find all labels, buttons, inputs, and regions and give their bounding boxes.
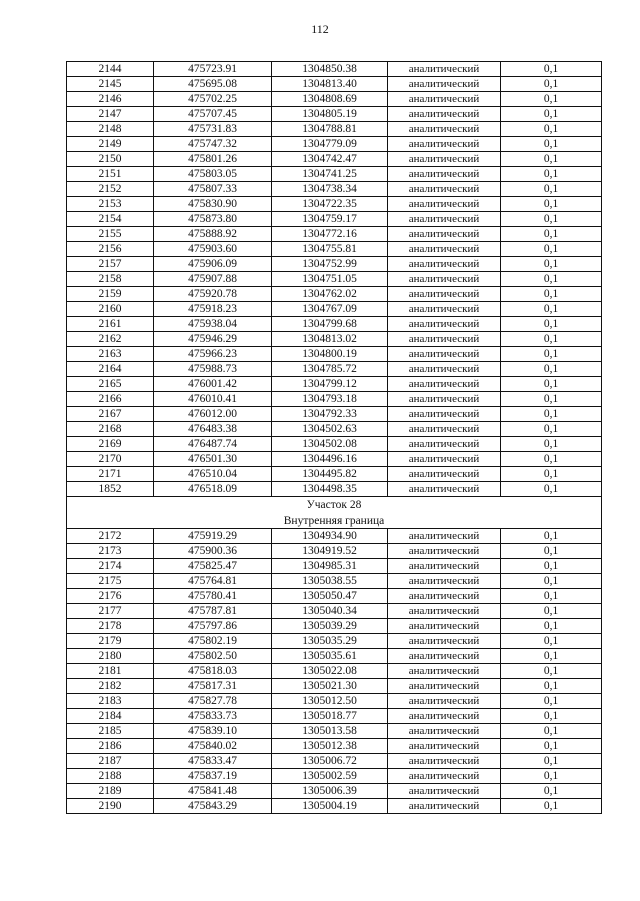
point-number-cell: 2169: [67, 437, 154, 452]
point-number-cell: 2184: [67, 709, 154, 724]
table-row: [67, 362, 602, 377]
accuracy-cell: 0,1: [501, 529, 602, 544]
x-coordinate-cell: 476518.09: [154, 482, 272, 497]
x-coordinate-cell: 476010.41: [154, 392, 272, 407]
table-row: [67, 407, 602, 422]
accuracy-cell: 0,1: [501, 77, 602, 92]
method-cell: аналитический: [388, 422, 501, 437]
method-cell: аналитический: [388, 482, 501, 497]
x-coordinate-cell: 476487.74: [154, 437, 272, 452]
x-coordinate-cell: 475695.08: [154, 77, 272, 92]
accuracy-cell: 0,1: [501, 634, 602, 649]
x-coordinate-cell: 476012.00: [154, 407, 272, 422]
table-row: [67, 769, 602, 784]
y-coordinate-cell: 1304934.90: [272, 529, 388, 544]
y-coordinate-cell: 1304762.02: [272, 287, 388, 302]
y-coordinate-cell: 1304788.81: [272, 122, 388, 137]
point-number-cell: 2161: [67, 317, 154, 332]
accuracy-cell: 0,1: [501, 724, 602, 739]
table-row: [67, 107, 602, 122]
x-coordinate-cell: 475797.86: [154, 619, 272, 634]
y-coordinate-cell: 1305013.58: [272, 724, 388, 739]
accuracy-cell: 0,1: [501, 544, 602, 559]
method-cell: аналитический: [388, 574, 501, 589]
table-row: [67, 287, 602, 302]
table-row: [67, 392, 602, 407]
point-number-cell: 2147: [67, 107, 154, 122]
y-coordinate-cell: 1304722.35: [272, 197, 388, 212]
point-number-cell: 2180: [67, 649, 154, 664]
accuracy-cell: 0,1: [501, 649, 602, 664]
accuracy-cell: 0,1: [501, 784, 602, 799]
accuracy-cell: 0,1: [501, 482, 602, 497]
x-coordinate-cell: 475888.92: [154, 227, 272, 242]
table-row: [67, 437, 602, 452]
x-coordinate-cell: 475843.29: [154, 799, 272, 814]
method-cell: аналитический: [388, 679, 501, 694]
accuracy-cell: 0,1: [501, 709, 602, 724]
y-coordinate-cell: 1304742.47: [272, 152, 388, 167]
table-row: [67, 62, 602, 77]
point-number-cell: 2162: [67, 332, 154, 347]
x-coordinate-cell: 475702.25: [154, 92, 272, 107]
table-row: [67, 197, 602, 212]
method-cell: аналитический: [388, 619, 501, 634]
coordinates-table-body-bottom: [67, 529, 602, 814]
y-coordinate-cell: 1304919.52: [272, 544, 388, 559]
y-coordinate-cell: 1304785.72: [272, 362, 388, 377]
table-row: [67, 272, 602, 287]
accuracy-cell: 0,1: [501, 422, 602, 437]
table-row: [67, 482, 602, 497]
method-cell: аналитический: [388, 242, 501, 257]
point-number-cell: 2148: [67, 122, 154, 137]
y-coordinate-cell: 1304779.09: [272, 137, 388, 152]
x-coordinate-cell: 475839.10: [154, 724, 272, 739]
section-title: Участок 28: [67, 497, 602, 514]
point-number-cell: 2182: [67, 679, 154, 694]
table-row: [67, 422, 602, 437]
accuracy-cell: 0,1: [501, 332, 602, 347]
accuracy-cell: 0,1: [501, 272, 602, 287]
accuracy-cell: 0,1: [501, 62, 602, 77]
table-row: [67, 664, 602, 679]
x-coordinate-cell: 475907.88: [154, 272, 272, 287]
table-row: [67, 77, 602, 92]
table-row: [67, 317, 602, 332]
method-cell: аналитический: [388, 302, 501, 317]
table-row: [67, 242, 602, 257]
y-coordinate-cell: 1305002.59: [272, 769, 388, 784]
table-row: [67, 799, 602, 814]
point-number-cell: 2179: [67, 634, 154, 649]
x-coordinate-cell: 475938.04: [154, 317, 272, 332]
point-number-cell: 2144: [67, 62, 154, 77]
y-coordinate-cell: 1304799.68: [272, 317, 388, 332]
y-coordinate-cell: 1304808.69: [272, 92, 388, 107]
method-cell: аналитический: [388, 272, 501, 287]
accuracy-cell: 0,1: [501, 799, 602, 814]
accuracy-cell: 0,1: [501, 197, 602, 212]
table-row: [67, 167, 602, 182]
accuracy-cell: 0,1: [501, 694, 602, 709]
method-cell: аналитический: [388, 392, 501, 407]
table-row: [67, 257, 602, 272]
method-cell: аналитический: [388, 452, 501, 467]
point-number-cell: 2155: [67, 227, 154, 242]
point-number-cell: 2175: [67, 574, 154, 589]
method-cell: аналитический: [388, 739, 501, 754]
x-coordinate-cell: 475803.05: [154, 167, 272, 182]
y-coordinate-cell: 1305006.72: [272, 754, 388, 769]
method-cell: аналитический: [388, 212, 501, 227]
x-coordinate-cell: 475903.60: [154, 242, 272, 257]
section-header: [67, 497, 602, 529]
method-cell: аналитический: [388, 529, 501, 544]
y-coordinate-cell: 1304502.08: [272, 437, 388, 452]
accuracy-cell: 0,1: [501, 137, 602, 152]
method-cell: аналитический: [388, 287, 501, 302]
y-coordinate-cell: 1304738.34: [272, 182, 388, 197]
coordinates-table: [66, 61, 602, 814]
point-number-cell: 2160: [67, 302, 154, 317]
y-coordinate-cell: 1304799.12: [272, 377, 388, 392]
x-coordinate-cell: 476001.42: [154, 377, 272, 392]
method-cell: аналитический: [388, 317, 501, 332]
table-row: [67, 619, 602, 634]
table-row: [67, 544, 602, 559]
table-row: [67, 604, 602, 619]
accuracy-cell: 0,1: [501, 212, 602, 227]
accuracy-cell: 0,1: [501, 769, 602, 784]
point-number-cell: 2150: [67, 152, 154, 167]
accuracy-cell: 0,1: [501, 347, 602, 362]
point-number-cell: 2187: [67, 754, 154, 769]
table-row: [67, 332, 602, 347]
method-cell: аналитический: [388, 152, 501, 167]
point-number-cell: 2183: [67, 694, 154, 709]
accuracy-cell: 0,1: [501, 362, 602, 377]
x-coordinate-cell: 475807.33: [154, 182, 272, 197]
accuracy-cell: 0,1: [501, 167, 602, 182]
x-coordinate-cell: 475840.02: [154, 739, 272, 754]
point-number-cell: 2189: [67, 784, 154, 799]
method-cell: аналитический: [388, 694, 501, 709]
table-row: [67, 467, 602, 482]
table-row: [67, 92, 602, 107]
x-coordinate-cell: 476510.04: [154, 467, 272, 482]
x-coordinate-cell: 475818.03: [154, 664, 272, 679]
point-number-cell: 2172: [67, 529, 154, 544]
table-row: [67, 649, 602, 664]
table-row: [67, 709, 602, 724]
x-coordinate-cell: 475946.29: [154, 332, 272, 347]
y-coordinate-cell: 1305021.30: [272, 679, 388, 694]
y-coordinate-cell: 1304813.02: [272, 332, 388, 347]
point-number-cell: 2158: [67, 272, 154, 287]
point-number-cell: 2152: [67, 182, 154, 197]
accuracy-cell: 0,1: [501, 317, 602, 332]
y-coordinate-cell: 1305035.29: [272, 634, 388, 649]
y-coordinate-cell: 1305022.08: [272, 664, 388, 679]
x-coordinate-cell: 476483.38: [154, 422, 272, 437]
method-cell: аналитический: [388, 604, 501, 619]
point-number-cell: 2154: [67, 212, 154, 227]
point-number-cell: 2157: [67, 257, 154, 272]
accuracy-cell: 0,1: [501, 574, 602, 589]
x-coordinate-cell: 475764.81: [154, 574, 272, 589]
y-coordinate-cell: 1305050.47: [272, 589, 388, 604]
method-cell: аналитический: [388, 544, 501, 559]
method-cell: аналитический: [388, 77, 501, 92]
y-coordinate-cell: 1304800.19: [272, 347, 388, 362]
table-row: [67, 559, 602, 574]
method-cell: аналитический: [388, 709, 501, 724]
y-coordinate-cell: 1304755.81: [272, 242, 388, 257]
method-cell: аналитический: [388, 197, 501, 212]
accuracy-cell: 0,1: [501, 437, 602, 452]
point-number-cell: 2185: [67, 724, 154, 739]
table-row: [67, 302, 602, 317]
table-row: [67, 634, 602, 649]
x-coordinate-cell: 475802.50: [154, 649, 272, 664]
x-coordinate-cell: 475919.29: [154, 529, 272, 544]
method-cell: аналитический: [388, 167, 501, 182]
table-row: [67, 347, 602, 362]
method-cell: аналитический: [388, 467, 501, 482]
y-coordinate-cell: 1304752.99: [272, 257, 388, 272]
point-number-cell: 2186: [67, 739, 154, 754]
x-coordinate-cell: 475900.36: [154, 544, 272, 559]
accuracy-cell: 0,1: [501, 182, 602, 197]
x-coordinate-cell: 475966.23: [154, 347, 272, 362]
accuracy-cell: 0,1: [501, 392, 602, 407]
y-coordinate-cell: 1304741.25: [272, 167, 388, 182]
y-coordinate-cell: 1304772.16: [272, 227, 388, 242]
x-coordinate-cell: 475801.26: [154, 152, 272, 167]
x-coordinate-cell: 475988.73: [154, 362, 272, 377]
point-number-cell: 2190: [67, 799, 154, 814]
table-row: [67, 529, 602, 544]
x-coordinate-cell: 475918.23: [154, 302, 272, 317]
accuracy-cell: 0,1: [501, 559, 602, 574]
accuracy-cell: 0,1: [501, 227, 602, 242]
x-coordinate-cell: 476501.30: [154, 452, 272, 467]
x-coordinate-cell: 475802.19: [154, 634, 272, 649]
x-coordinate-cell: 475837.19: [154, 769, 272, 784]
point-number-cell: 2176: [67, 589, 154, 604]
point-number-cell: 2166: [67, 392, 154, 407]
method-cell: аналитический: [388, 347, 501, 362]
table-row: [67, 212, 602, 227]
method-cell: аналитический: [388, 754, 501, 769]
method-cell: аналитический: [388, 332, 501, 347]
method-cell: аналитический: [388, 122, 501, 137]
accuracy-cell: 0,1: [501, 679, 602, 694]
method-cell: аналитический: [388, 377, 501, 392]
boundary-title: Внутренняя граница: [67, 513, 602, 529]
x-coordinate-cell: 475723.91: [154, 62, 272, 77]
table-row: [67, 679, 602, 694]
y-coordinate-cell: 1304793.18: [272, 392, 388, 407]
accuracy-cell: 0,1: [501, 152, 602, 167]
table-row: [67, 754, 602, 769]
accuracy-cell: 0,1: [501, 407, 602, 422]
method-cell: аналитический: [388, 649, 501, 664]
accuracy-cell: 0,1: [501, 257, 602, 272]
y-coordinate-cell: 1304850.38: [272, 62, 388, 77]
point-number-cell: 2156: [67, 242, 154, 257]
accuracy-cell: 0,1: [501, 467, 602, 482]
y-coordinate-cell: 1305035.61: [272, 649, 388, 664]
accuracy-cell: 0,1: [501, 122, 602, 137]
table-row: [67, 137, 602, 152]
point-number-cell: 2159: [67, 287, 154, 302]
x-coordinate-cell: 475825.47: [154, 559, 272, 574]
method-cell: аналитический: [388, 589, 501, 604]
method-cell: аналитический: [388, 62, 501, 77]
method-cell: аналитический: [388, 784, 501, 799]
x-coordinate-cell: 475833.47: [154, 754, 272, 769]
y-coordinate-cell: 1305040.34: [272, 604, 388, 619]
point-number-cell: 2178: [67, 619, 154, 634]
y-coordinate-cell: 1304495.82: [272, 467, 388, 482]
method-cell: аналитический: [388, 362, 501, 377]
y-coordinate-cell: 1304502.63: [272, 422, 388, 437]
coordinates-table-body-top: [67, 62, 602, 497]
x-coordinate-cell: 475707.45: [154, 107, 272, 122]
point-number-cell: 2168: [67, 422, 154, 437]
accuracy-cell: 0,1: [501, 452, 602, 467]
accuracy-cell: 0,1: [501, 739, 602, 754]
y-coordinate-cell: 1304805.19: [272, 107, 388, 122]
accuracy-cell: 0,1: [501, 589, 602, 604]
point-number-cell: 2170: [67, 452, 154, 467]
point-number-cell: 2174: [67, 559, 154, 574]
x-coordinate-cell: 475827.78: [154, 694, 272, 709]
method-cell: аналитический: [388, 257, 501, 272]
point-number-cell: 2181: [67, 664, 154, 679]
point-number-cell: 2171: [67, 467, 154, 482]
x-coordinate-cell: 475830.90: [154, 197, 272, 212]
accuracy-cell: 0,1: [501, 604, 602, 619]
method-cell: аналитический: [388, 724, 501, 739]
y-coordinate-cell: 1304496.16: [272, 452, 388, 467]
y-coordinate-cell: 1304498.35: [272, 482, 388, 497]
point-number-cell: 2163: [67, 347, 154, 362]
accuracy-cell: 0,1: [501, 302, 602, 317]
method-cell: аналитический: [388, 182, 501, 197]
table-row: [67, 589, 602, 604]
y-coordinate-cell: 1305018.77: [272, 709, 388, 724]
accuracy-cell: 0,1: [501, 377, 602, 392]
method-cell: аналитический: [388, 559, 501, 574]
y-coordinate-cell: 1305004.19: [272, 799, 388, 814]
point-number-cell: 2153: [67, 197, 154, 212]
point-number-cell: 2173: [67, 544, 154, 559]
table-row: [67, 784, 602, 799]
point-number-cell: 2145: [67, 77, 154, 92]
point-number-cell: 2146: [67, 92, 154, 107]
accuracy-cell: 0,1: [501, 664, 602, 679]
table-row: [67, 122, 602, 137]
y-coordinate-cell: 1304792.33: [272, 407, 388, 422]
y-coordinate-cell: 1305006.39: [272, 784, 388, 799]
table-row: [67, 377, 602, 392]
x-coordinate-cell: 475873.80: [154, 212, 272, 227]
x-coordinate-cell: 475841.48: [154, 784, 272, 799]
y-coordinate-cell: 1304985.31: [272, 559, 388, 574]
table-row: [67, 694, 602, 709]
method-cell: аналитический: [388, 769, 501, 784]
accuracy-cell: 0,1: [501, 619, 602, 634]
x-coordinate-cell: 475817.31: [154, 679, 272, 694]
method-cell: аналитический: [388, 634, 501, 649]
point-number-cell: 2165: [67, 377, 154, 392]
table-row: [67, 152, 602, 167]
point-number-cell: 2151: [67, 167, 154, 182]
x-coordinate-cell: 475731.83: [154, 122, 272, 137]
y-coordinate-cell: 1305039.29: [272, 619, 388, 634]
accuracy-cell: 0,1: [501, 287, 602, 302]
y-coordinate-cell: 1304767.09: [272, 302, 388, 317]
y-coordinate-cell: 1305038.55: [272, 574, 388, 589]
y-coordinate-cell: 1304751.05: [272, 272, 388, 287]
table-row: [67, 739, 602, 754]
x-coordinate-cell: 475780.41: [154, 589, 272, 604]
method-cell: аналитический: [388, 437, 501, 452]
x-coordinate-cell: 475833.73: [154, 709, 272, 724]
x-coordinate-cell: 475920.78: [154, 287, 272, 302]
page-number: 112: [311, 22, 329, 36]
method-cell: аналитический: [388, 107, 501, 122]
point-number-cell: 2177: [67, 604, 154, 619]
method-cell: аналитический: [388, 227, 501, 242]
method-cell: аналитический: [388, 799, 501, 814]
y-coordinate-cell: 1305012.38: [272, 739, 388, 754]
method-cell: аналитический: [388, 92, 501, 107]
method-cell: аналитический: [388, 137, 501, 152]
method-cell: аналитический: [388, 664, 501, 679]
accuracy-cell: 0,1: [501, 242, 602, 257]
point-number-cell: 2149: [67, 137, 154, 152]
y-coordinate-cell: 1304759.17: [272, 212, 388, 227]
point-number-cell: 1852: [67, 482, 154, 497]
y-coordinate-cell: 1304813.40: [272, 77, 388, 92]
y-coordinate-cell: 1305012.50: [272, 694, 388, 709]
table-row: [67, 724, 602, 739]
point-number-cell: 2188: [67, 769, 154, 784]
x-coordinate-cell: 475747.32: [154, 137, 272, 152]
table-row: [67, 452, 602, 467]
method-cell: аналитический: [388, 407, 501, 422]
table-row: [67, 227, 602, 242]
x-coordinate-cell: 475787.81: [154, 604, 272, 619]
table-row: [67, 574, 602, 589]
accuracy-cell: 0,1: [501, 107, 602, 122]
accuracy-cell: 0,1: [501, 92, 602, 107]
table-row: [67, 182, 602, 197]
x-coordinate-cell: 475906.09: [154, 257, 272, 272]
accuracy-cell: 0,1: [501, 754, 602, 769]
point-number-cell: 2167: [67, 407, 154, 422]
point-number-cell: 2164: [67, 362, 154, 377]
